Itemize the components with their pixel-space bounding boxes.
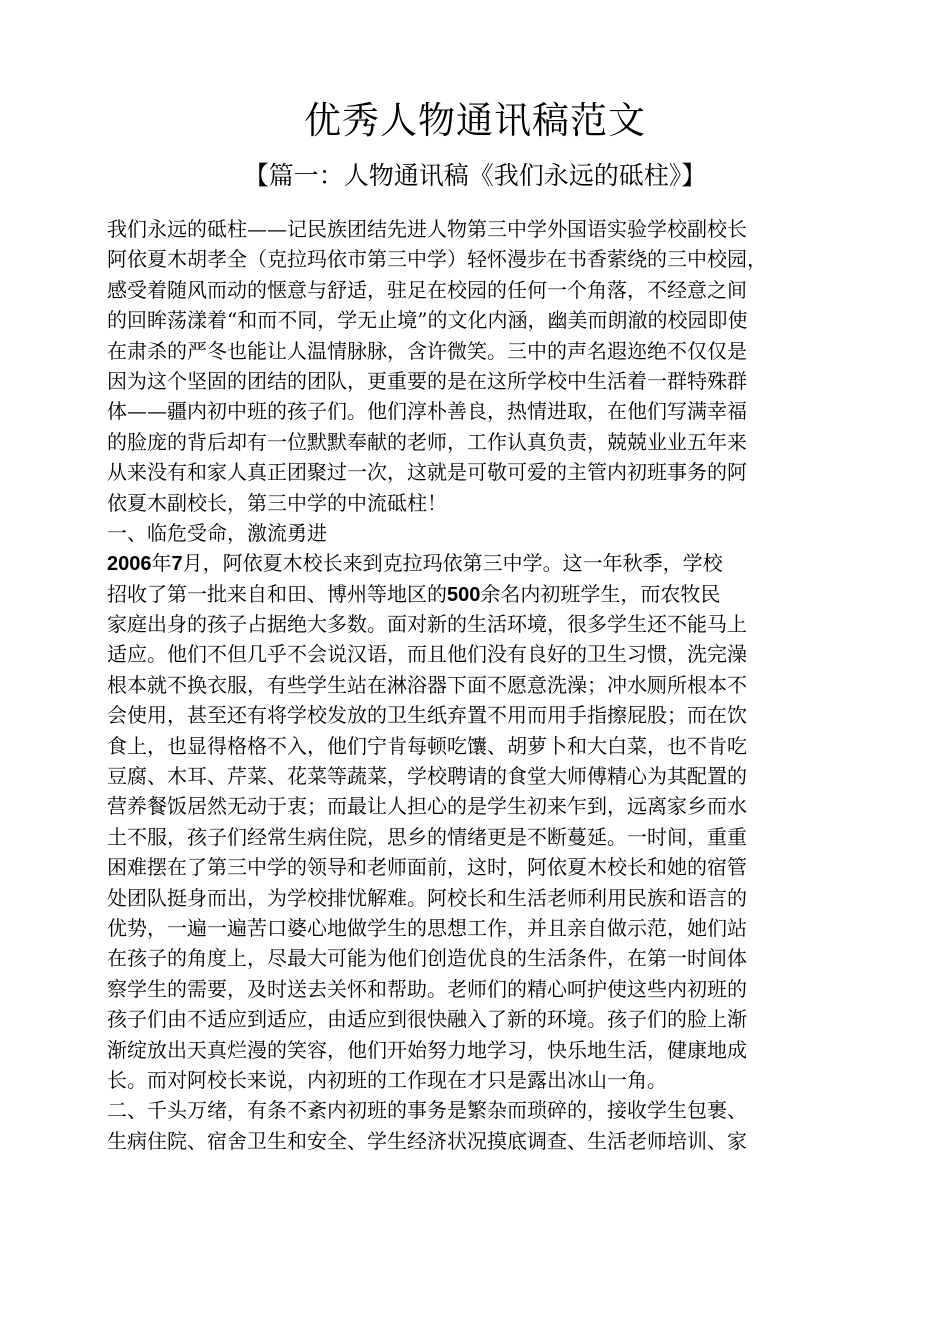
text-span: 我们永远的砥柱——记民族团结先进人物第三中学外国语实验学校副校长 xyxy=(107,217,747,241)
text-span: 会使用，甚至还有将学校发放的卫生纸弃置不用而用手指擦屁股；而在饮 xyxy=(107,703,747,728)
text-span: 感受着随风而动的惬意与舒适，驻足在校园的任何一个角落，不经意之间 xyxy=(107,277,747,302)
text-span: 处团队挺身而出，为学校排忧解难。阿校长和生活老师利用民族和语言的 xyxy=(107,885,747,910)
text-line xyxy=(107,366,867,396)
text-span: 一、临危受命，激流勇进 xyxy=(107,520,327,545)
text-span: 孩子们由不适应到适应，由适应到很快融入了新的环境。孩子们的脸上渐 xyxy=(107,1007,747,1032)
text-span: 招收了第一批来自和田、博州等地区的 xyxy=(107,581,447,606)
document-body xyxy=(107,214,867,1156)
text-line xyxy=(107,700,867,730)
text-span: 家庭出身的孩子占据绝大多数。面对新的生活环境，很多学生还不能马上 xyxy=(107,612,747,637)
text-span: 二、千头万绪，有条不紊内初班的事务是繁杂而琐碎的，接收学生包裹、 xyxy=(107,1098,747,1123)
text-line xyxy=(107,852,867,882)
text-line xyxy=(107,1095,867,1125)
text-span: 土不服，孩子们经常生病住院，思乡的情绪更是不断蔓延。一时间，重重 xyxy=(107,824,747,849)
text-line xyxy=(107,244,867,274)
text-span: 优势，一遍一遍苦口婆心地做学生的思想工作，并且亲自做示范，她们站 xyxy=(107,915,747,940)
text-span: 依夏木副校长，第三中学的中流砥柱！ xyxy=(107,490,447,515)
text-line xyxy=(107,336,867,366)
text-line xyxy=(107,670,867,700)
text-line xyxy=(107,731,867,761)
text-line xyxy=(107,913,867,943)
text-line xyxy=(107,639,867,669)
text-span: 余名内初班学生，而农牧民 xyxy=(480,581,721,606)
text-line xyxy=(107,427,867,457)
text-span: 食上，也显得格格不入，他们宁肯每顿吃馕、胡萝卜和大白菜，也不肯吃 xyxy=(107,733,747,758)
text-span: 营养餐饭居然无动于衷；而最让人担心的是学生初来乍到，远离家乡而水 xyxy=(107,794,747,819)
text-line xyxy=(107,488,867,518)
text-line xyxy=(107,822,867,852)
document-subtitle: 【篇一：人物通讯稿《我们永远的砥柱》】 xyxy=(243,161,707,190)
text-line xyxy=(107,791,867,821)
text-span: 体——疆内初中班的孩子们。他们淳朴善良，热情进取，在他们写满幸福 xyxy=(107,399,747,424)
text-span: 月，阿依夏木校长来到克拉玛依第三中学。这一年秋季，学校 xyxy=(182,551,723,576)
text-line xyxy=(107,1004,867,1034)
text-span: 豆腐、木耳、芹菜、花菜等蔬菜，学校聘请的食堂大师傅精心为其配置的 xyxy=(107,764,747,789)
text-line xyxy=(107,396,867,426)
number-span: 2006 xyxy=(107,553,152,576)
text-span: 阿依夏木胡孝全（克拉玛依市第三中学）轻怀漫步在书香萦绕的三中校园， xyxy=(107,247,767,272)
text-span: 年 xyxy=(151,551,172,576)
number-span: 7 xyxy=(171,553,183,576)
text-line xyxy=(107,609,867,639)
text-span: 生病住院、宿舍卫生和安全、学生经济状况摸底调查、生活老师培训、家 xyxy=(107,1128,747,1153)
text-line xyxy=(107,974,867,1004)
text-line xyxy=(107,579,867,609)
number-span: 500 xyxy=(447,583,481,606)
text-span: 长。而对阿校长来说，内初班的工作现在才只是露出冰山一角。 xyxy=(107,1067,667,1092)
text-span: 的回眸荡漾着“和而不同，学无止境”的文化内涵，幽美而朗澈的校园即使 xyxy=(107,308,748,333)
text-line xyxy=(107,943,867,973)
text-line xyxy=(107,457,867,487)
text-line xyxy=(107,1035,867,1065)
text-span: 察学生的需要，及时送去关怀和帮助。老师们的精心呵护使这些内初班的 xyxy=(107,976,747,1001)
text-span: 在孩子的角度上，尽最大可能为他们创造优良的生活条件，在第一时间体 xyxy=(107,946,747,971)
text-span: 根本就不换衣服，有些学生站在淋浴器下面不愿意洗澡；冲水厕所根本不 xyxy=(107,672,747,697)
text-line xyxy=(107,883,867,913)
text-span: 渐绽放出天真烂漫的笑容，他们开始努力地学习，快乐地生活，健康地成 xyxy=(107,1037,747,1062)
text-span: 从来没有和家人真正团聚过一次，这就是可敬可爱的主管内初班事务的阿 xyxy=(107,460,747,485)
text-span: 在肃杀的严冬也能让人温情脉脉，含许微笑。三中的声名遐迩绝不仅仅是 xyxy=(107,338,747,363)
text-span: 的脸庞的背后却有一位默默奉献的老师，工作认真负责，兢兢业业五年来 xyxy=(107,429,747,454)
text-line xyxy=(107,214,867,244)
text-line xyxy=(107,275,867,305)
text-line xyxy=(107,548,867,578)
text-span: 困难摆在了第三中学的领导和老师面前，这时，阿依夏木校长和她的宿管 xyxy=(107,855,747,880)
text-span: 因为这个坚固的团结的团队，更重要的是在这所学校中生活着一群特殊群 xyxy=(107,368,747,393)
text-span: 适应。他们不但几乎不会说汉语，而且他们没有良好的卫生习惯，洗完澡 xyxy=(107,642,747,667)
text-line xyxy=(107,518,867,548)
text-line xyxy=(107,1065,867,1095)
text-line xyxy=(107,1126,867,1156)
text-line xyxy=(107,761,867,791)
document-title: 优秀人物通讯稿范文 xyxy=(304,99,646,142)
text-line xyxy=(107,305,867,335)
